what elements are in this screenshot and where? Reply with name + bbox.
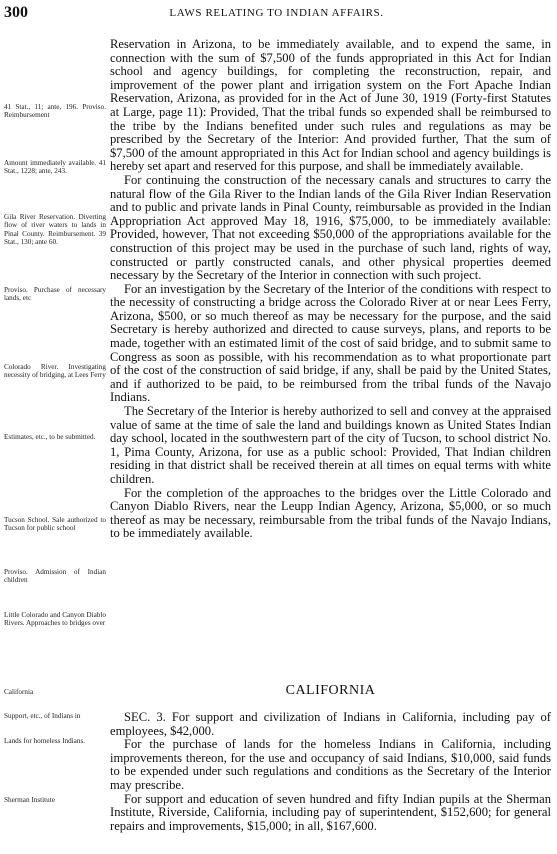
running-head: LAWS RELATING TO INDIAN AFFAIRS.	[169, 7, 384, 19]
paragraph: For the completion of the approaches to the bridges over the Little Colorado and Canyon Diablo Rivers, near the Leupp Indian Agency, Arizona, $5,000, or so much thereof as may be necessary, reimbursable from the tribal funds of the Navajo Indians, to be immediately available.	[110, 485, 551, 541]
margin-note: California	[4, 688, 34, 696]
paragraph: For the purchase of lands for the homeless Indians in California, including improvements thereon, for the use and occupancy of said Indians, $10,000, said funds to be expended under such regulations and conditions as the Secretary of the Interior may prescribe.	[110, 737, 551, 792]
margin-note: Sherman Institute	[4, 796, 55, 804]
margin-note: Colorado River. Investigating necessity of bridging, at Lees Ferry	[4, 363, 106, 380]
paragraph: For continuing the construction of the necessary canals and structures to carry the natural flow of the Gila River to the Indian lands of the Gila River Indian Reservation and to public and private lands in Pinal County, reimbursable as provided in the Indian Appropriation Act approved May 18, 1916, $75,000, to be immediately available: Provided, however, That not exceeding $50,000 of the appropriations available for the construction of this project may be used in the purchase of such land, rights of way, constructed or partly constructed canals, and other physical properties deemed necessary by the Secretary of the Interior in connection with such project.	[110, 172, 551, 283]
margin-note: Proviso. Purchase of necessary lands, etc	[4, 286, 106, 303]
paragraph: For support and education of seven hundred and fifty Indian pupils at the Sherman Institute, Riverside, California, including pay of superintendent, $152,600; for general repairs and improvements, $15,000; in all, $167,600.	[110, 791, 551, 833]
paragraph: Reservation in Arizona, to be immediately available, and to expend the same, in connection with the sum of $7,500 of the funds appropriated in this Act for Indian school and agency buildings, for completing the reconstruction, repair, and improvement of the power plant and irrigation system on the Fort Apache Indian Reservation, Arizona, as provided for in the Act of June 30, 1919 (Forty-first Statutes at Large, page 11): Provided, That the tribal funds so expended shall be reimbursed to the tribe by the Indians benefited under such rules and regulations as may be prescribed by the Secretary of the Interior: And provided further, That the sum of $7,500 of the amount appropriated in this Act for Indian school and agency buildings is hereby set apart and reserved for this purpose, and shall be immediately available.	[110, 37, 551, 174]
margin-note: Lands for homeless Indians.	[4, 737, 86, 745]
margin-note: Little Colorado and Canyon Diablo Rivers. Approaches to bridges over	[4, 611, 106, 628]
margin-note: Estimates, etc., to be submitted.	[4, 433, 96, 441]
page-number: 300	[4, 4, 28, 21]
margin-note: Proviso. Admission of Indian children	[4, 568, 106, 585]
paragraph: For an investigation by the Secretary of the Interior of the conditions with respect to the necessity of constructing a bridge across the Colorado River at or near Lees Ferry, Arizona, $500, or so much thereof as may be necessary for the purpose, and the said Secretary is hereby authorized and directed to cause surveys, plans, and reports to be made, together with an estimated limit of the cost of said bridge, and to submit same to Congress as soon as possible, with his recommendation as to what proportionate part of the cost of the construction of said bridge, if any, shall be paid by the United States, and if authorized to be paid, to be reimbursed from the tribal funds of the Navajo Indians.	[110, 281, 551, 405]
margin-note: 41 Stat., 11; ante, 196. Proviso. Reimbursement	[4, 103, 106, 120]
margin-note: Amount immediately available. 41 Stat., 1228; ante, 243.	[4, 159, 106, 176]
margin-note: Tucson School. Sale authorized to Tucson for public school	[4, 516, 106, 533]
page-header	[4, 4, 549, 22]
paragraph: SEC. 3. For support and civilization of Indians in California, including pay of employees, $42,000.	[110, 710, 551, 738]
margin-note: Support, etc., of Indians in	[4, 712, 81, 720]
margin-note: Gila River Reservation. Diverting flow of river waters to lands in Pinal County. Reimbursement. 39 Stat., 130; ante 60.	[4, 213, 106, 247]
section-heading: CALIFORNIA	[285, 683, 376, 698]
section-california	[110, 711, 551, 833]
section-arizona	[110, 38, 551, 541]
paragraph: The Secretary of the Interior is hereby authorized to sell and convey at the appraised value of same at the time of sale the land and buildings known as United States Indian day school, located in the southwestern part of the city of Tucson, to school district No. 1, Pima County, Arizona, for use as a public school: Provided, That Indian children residing in that district shall be received therein at all times on equal terms with white children.	[110, 404, 551, 486]
